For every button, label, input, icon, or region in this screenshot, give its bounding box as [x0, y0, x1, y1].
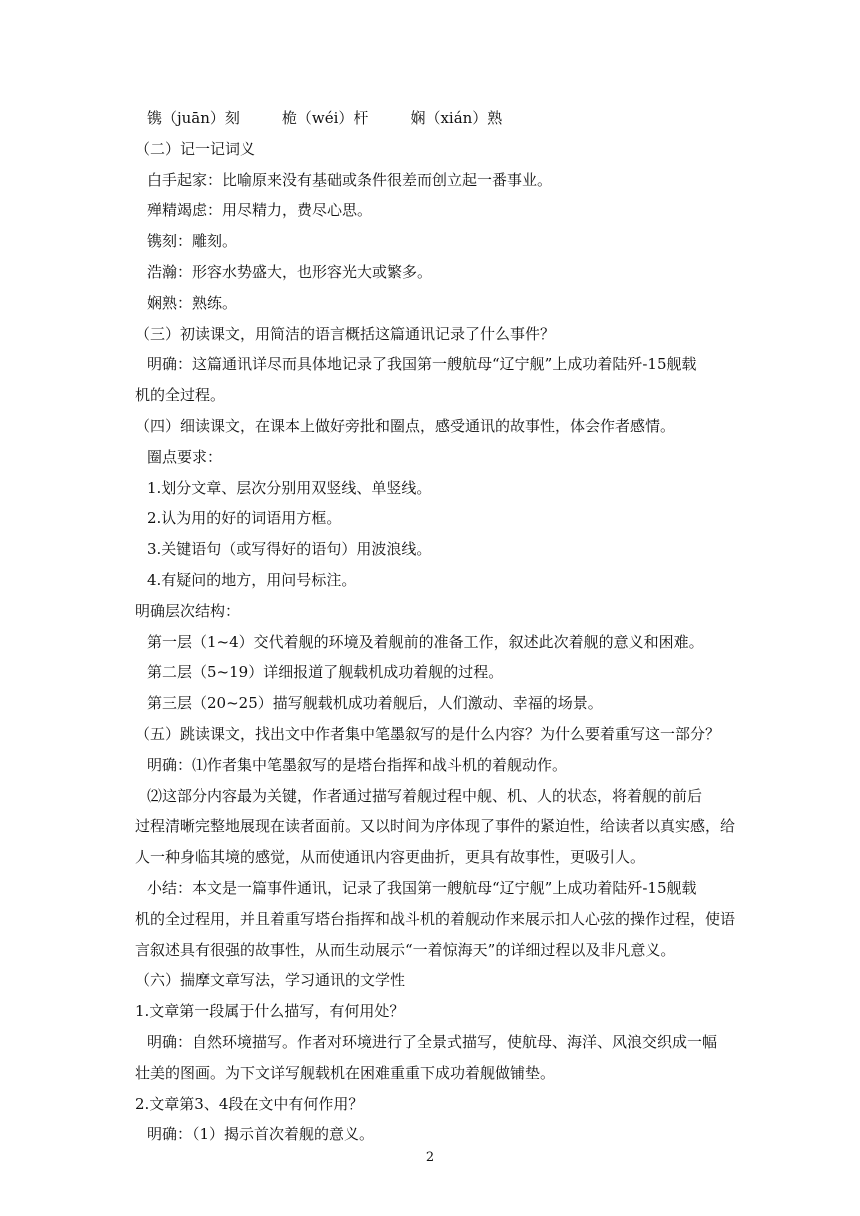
section-heading-2: （二）记一记词义 — [135, 139, 256, 158]
question-1: 1.文章第一段属于什么描写，有何用处？ — [135, 1002, 405, 1021]
q1-answer-line-1: 明确：自然环境描写。作者对环境进行了全景式描写，使航母、海洋、风浪交织成一幅 — [147, 1032, 718, 1051]
s5-answer-2-line-3: 人一种身临其境的感觉，从而使通讯内容更曲折，更具有故事性，更吸引人。 — [135, 848, 646, 867]
pinyin-word-2: 桅（wéi）杆 — [281, 109, 369, 127]
q2-answer-line-1: 明确：（1）揭示首次着舰的意义。 — [147, 1125, 375, 1144]
q1-answer-line-2: 壮美的图画。为下文详写舰载机在困难重重下成功着舰做铺垫。 — [135, 1063, 556, 1082]
s5-answer-2-line-2: 过程清晰完整地展现在读者面前。又以时间为序体现了事件的紧迫性，给读者以真实感，给 — [135, 817, 736, 836]
structure-label: 明确层次结构： — [135, 601, 241, 620]
page-number: 2 — [425, 1150, 435, 1165]
pinyin-line — [135, 103, 740, 134]
summary-line-2: 机的全过程用，并且着重写塔台指挥和战斗机的着舰动作来展示扣人心弦的操作过程，使语 — [135, 909, 736, 928]
section-heading-6: （六）揣摩文章写法，学习通讯的文学性 — [135, 971, 406, 990]
s5-answer-1: 明确：⑴作者集中笔墨叙写的是塔台指挥和战斗机的着舰动作。 — [147, 755, 568, 774]
section-heading-5: （五）跳读课文，找出文中作者集中笔墨叙写的是什么内容？为什么要着重写这一部分？ — [135, 724, 721, 743]
s5-answer-2-line-1: ⑵这部分内容最为关键，作者通过描写着舰过程中舰、机、人的状态，将着舰的前后 — [147, 786, 703, 805]
pinyin-word-3: 娴（xián）熟 — [410, 109, 503, 127]
question-2: 2.文章第3、4段在文中有何作用？ — [135, 1094, 364, 1113]
summary-line-1: 小结：本文是一篇事件通讯，记录了我国第一艘航母“辽宁舰”上成功着陆歼-15舰载 — [147, 878, 697, 897]
s3-answer-line-1: 明确：这篇通讯详尽而具体地记录了我国第一艘航母“辽宁舰”上成功着陆歼-15舰载 — [147, 355, 697, 374]
definition-1: 白手起家：比喻原来没有基础或条件很差而创立起一番事业。 — [147, 170, 553, 189]
pinyin-word-1: 镌（juān）刻 — [147, 109, 240, 127]
structure-layer-3: 第三层（20~25）描写舰载机成功着舰后，人们激动、幸福的场景。 — [147, 694, 603, 713]
definition-2: 殚精竭虑：用尽精力，费尽心思。 — [147, 201, 373, 220]
definition-5: 娴熟：熟练。 — [147, 293, 238, 312]
requirement-4: 4.有疑问的地方，用问号标注。 — [147, 570, 357, 589]
s3-answer-line-2: 机的全过程。 — [135, 386, 226, 405]
structure-layer-1: 第一层（1~4）交代着舰的环境及着舰前的准备工作，叙述此次着舰的意义和困难。 — [147, 632, 704, 651]
requirement-1: 1.划分文章、层次分别用双竖线、单竖线。 — [147, 478, 432, 497]
requirement-2: 2.认为用的好的词语用方框。 — [147, 509, 342, 528]
definition-4: 浩瀚：形容水势盛大，也形容光大或繁多。 — [147, 262, 433, 281]
annotation-requirement-label: 圈点要求： — [147, 447, 223, 466]
requirement-3: 3.关键语句（或写得好的语句）用波浪线。 — [147, 540, 432, 559]
section-heading-3: （三）初读课文，用简洁的语言概括这篇通讯记录了什么事件？ — [135, 324, 556, 343]
structure-layer-2: 第二层（5~19）详细报道了舰载机成功着舰的过程。 — [147, 663, 504, 682]
section-heading-4: （四）细读课文，在课本上做好旁批和圈点，感受通讯的故事性，体会作者感情。 — [135, 416, 676, 435]
definition-3: 镌刻：雕刻。 — [147, 232, 238, 251]
summary-line-3: 言叙述具有很强的故事性，从而生动展示“一着惊海天”的详细过程以及非凡意义。 — [135, 940, 676, 959]
